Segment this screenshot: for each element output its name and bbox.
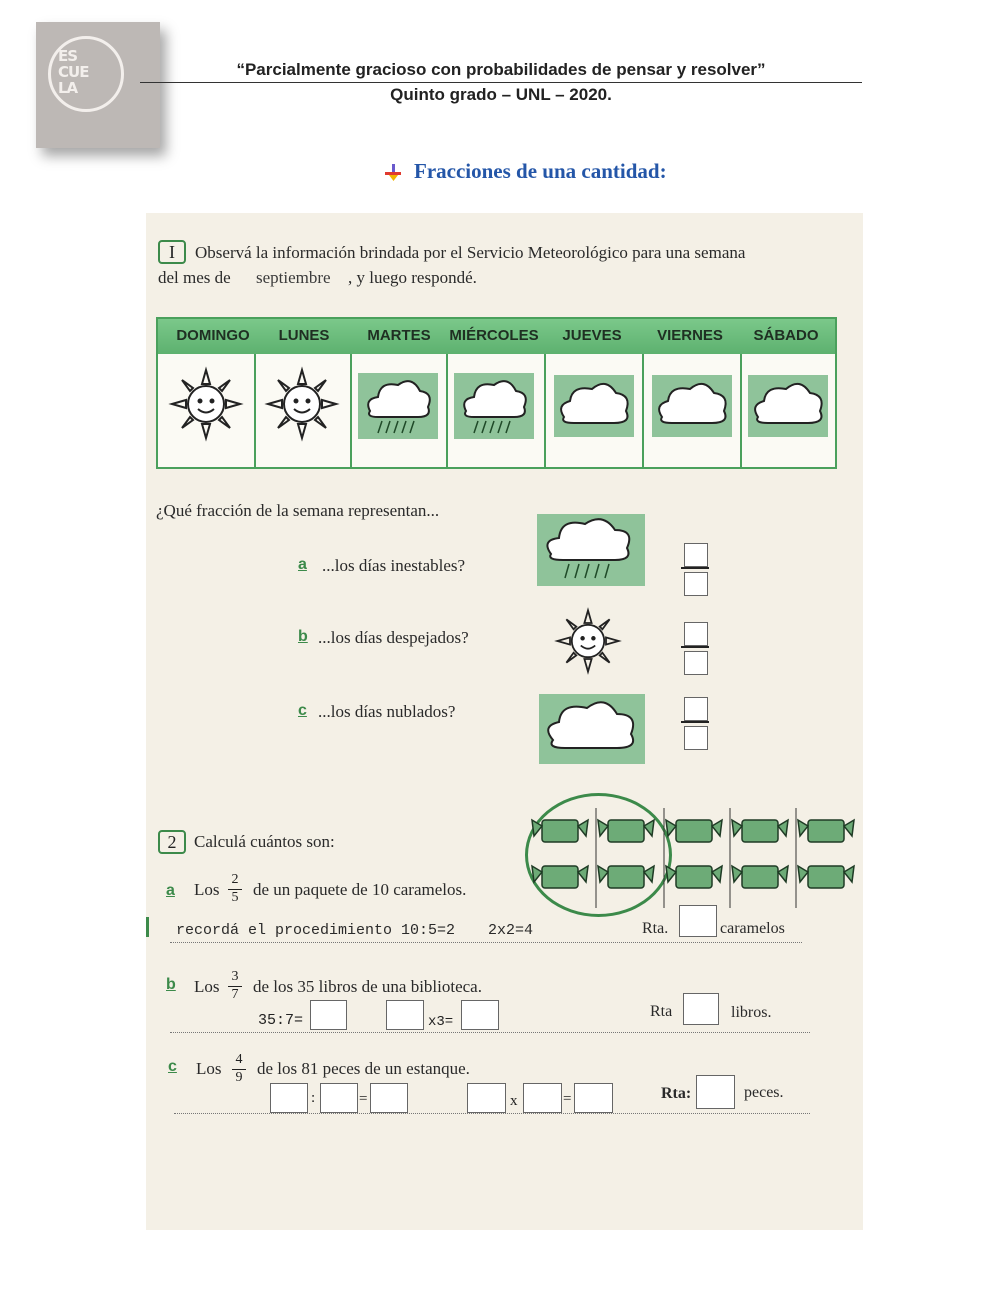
ex2-c-value-input[interactable]: [467, 1083, 506, 1113]
ex2-b-quotient-input[interactable]: [310, 1000, 347, 1030]
ex2-a-numerator: 2: [231, 872, 239, 887]
ex2-c-product-input[interactable]: [574, 1083, 613, 1113]
table-divider: [740, 354, 742, 467]
sun-icon: [262, 364, 342, 444]
dotted-line: [174, 1112, 810, 1114]
month-value: septiembre: [256, 268, 331, 287]
fraction-bar: [681, 721, 709, 723]
rain-cloud-icon: [356, 369, 440, 445]
rain-cloud-icon: [535, 508, 647, 590]
table-divider: [446, 354, 448, 467]
cloud-icon: [746, 371, 830, 441]
header-title: “Parcialmente gracioso con probabilidades de pensar y resolver”: [236, 60, 766, 79]
candy-icon: [530, 808, 864, 908]
ex2-b-op1: 35:7=: [258, 1012, 304, 1029]
item-a-letter: a: [298, 556, 307, 573]
exercise-1-number: I: [158, 240, 186, 264]
ex2-c-pre: Los: [196, 1059, 222, 1078]
item-b-denominator-input[interactable]: [684, 651, 708, 675]
exercise-1-question: ¿Qué fracción de la semana representan...: [156, 501, 440, 520]
ex2-c-total-input[interactable]: [270, 1083, 308, 1113]
dotted-line: [170, 1031, 810, 1033]
day-viernes: VIERNES: [657, 327, 723, 344]
day-domingo: DOMINGO: [176, 327, 250, 344]
ex2-c-denominator: 9: [235, 1070, 243, 1085]
ex2-c-mul-sign: x: [510, 1093, 518, 1109]
table-divider: [642, 354, 644, 467]
ex2-b-op2: x3=: [428, 1014, 454, 1030]
ex2-c-rta-label: Rta:: [661, 1085, 692, 1102]
ex2-b-post: de los 35 libros de una biblioteca.: [253, 977, 482, 996]
ex2-a-pre: Los: [194, 880, 220, 899]
item-c-text: ...los días nublados?: [318, 702, 456, 721]
ex2-a-letter: a: [166, 882, 175, 899]
ex2-b-product-input[interactable]: [461, 1000, 499, 1030]
ex2-c-div-sign: :: [311, 1090, 316, 1106]
section-title: Fracciones de una cantidad:: [414, 159, 667, 183]
cloud-icon: [537, 690, 647, 768]
fraction-bar: [681, 646, 709, 648]
header-subtitle: Quinto grado – UNL – 2020.: [390, 85, 612, 104]
ex2-c-divisor-input[interactable]: [320, 1083, 358, 1113]
ex2-b-factor-input[interactable]: [386, 1000, 424, 1030]
day-sabado: SÁBADO: [753, 327, 819, 344]
day-jueves: JUEVES: [562, 327, 622, 344]
ex2-b-rta-label: Rta: [650, 1003, 673, 1020]
exercise-2-prompt: Calculá cuántos son:: [194, 832, 335, 851]
item-a-text: ...los días inestables?: [322, 556, 466, 575]
weather-table: [156, 317, 837, 469]
item-b-numerator-input[interactable]: [684, 622, 708, 646]
exercise-1-intro-line2b: , y luego respondé.: [348, 268, 477, 287]
ex2-c-factor-input[interactable]: [523, 1083, 562, 1113]
ex2-b-numerator: 3: [231, 969, 239, 984]
ex2-a-rta-label: Rta.: [642, 920, 669, 937]
table-divider: [350, 354, 352, 467]
logo-text: ES CUE LA: [58, 47, 89, 97]
item-a-denominator-input[interactable]: [684, 572, 708, 596]
item-c-numerator-input[interactable]: [684, 697, 708, 721]
ex2-c-letter: c: [168, 1058, 177, 1075]
dotted-line: [170, 941, 802, 943]
ex2-c-eq-sign: =: [359, 1091, 368, 1107]
header-divider: [140, 82, 862, 83]
day-lunes: LUNES: [278, 327, 330, 344]
sun-icon: [166, 364, 246, 444]
ex2-b-letter: b: [166, 976, 176, 993]
ex2-c-numerator: 4: [235, 1052, 243, 1067]
item-a-numerator-input[interactable]: [684, 543, 708, 567]
fraction-bar: [681, 567, 709, 569]
ex2-b-answer-input[interactable]: [683, 993, 719, 1025]
item-b-letter: b: [298, 628, 308, 645]
day-miercoles: MIÉRCOLES: [449, 327, 539, 344]
ex2-a-hint2: 2x2=4: [488, 922, 534, 939]
cloud-icon: [650, 371, 734, 441]
table-divider: [254, 354, 256, 467]
ex2-c-post: de los 81 peces de un estanque.: [257, 1059, 470, 1078]
ex2-a-hint: recordá el procedimiento 10:5=2: [176, 922, 456, 939]
ex2-a-unit: caramelos: [720, 920, 785, 937]
sun-icon: [548, 605, 628, 677]
ex2-a-answer-input[interactable]: [679, 905, 717, 937]
rain-cloud-icon: [452, 369, 536, 445]
cloud-icon: [552, 371, 636, 441]
exercise-2-number: 2: [158, 830, 186, 854]
ex2-c-eq-sign: =: [563, 1091, 572, 1107]
ex2-b-denominator: 7: [231, 987, 239, 1002]
item-c-letter: c: [298, 702, 307, 719]
day-martes: MARTES: [367, 327, 431, 344]
exercise-1-intro-line2a: del mes de: [158, 268, 231, 287]
ex2-c-quotient-input[interactable]: [370, 1083, 408, 1113]
exercise-1-intro-line1: Observá la información brindada por el Servicio Meteorológico para una semana: [195, 243, 746, 262]
table-divider: [544, 354, 546, 467]
item-c-denominator-input[interactable]: [684, 726, 708, 750]
ex2-a-post: de un paquete de 10 caramelos.: [253, 880, 467, 899]
ex2-b-unit: libros.: [731, 1004, 772, 1021]
ex2-a-denominator: 5: [231, 890, 239, 905]
ex2-c-unit: peces.: [744, 1084, 784, 1101]
item-b-text: ...los días despejados?: [318, 628, 469, 647]
margin-mark: [146, 917, 149, 937]
ex2-b-pre: Los: [194, 977, 220, 996]
ex2-c-answer-input[interactable]: [696, 1075, 735, 1109]
